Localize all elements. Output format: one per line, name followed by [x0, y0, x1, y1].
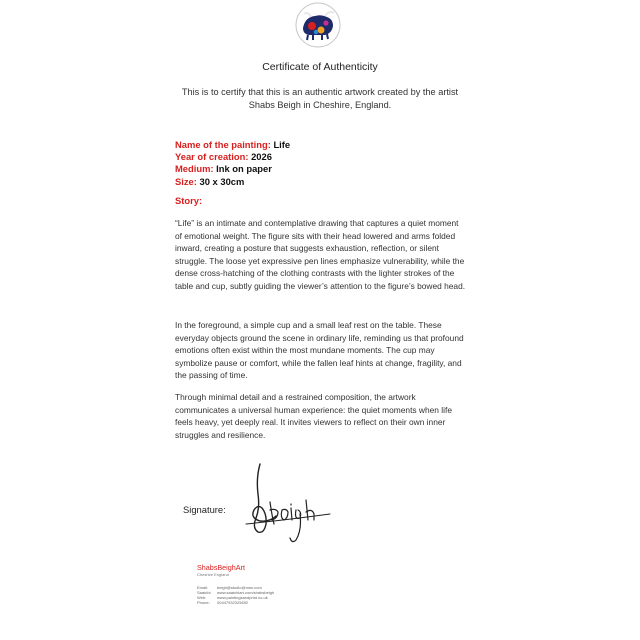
signature-image: [236, 458, 336, 550]
story-heading: Story:: [175, 195, 203, 206]
detail-row-size: [175, 176, 290, 188]
artwork-details: [175, 139, 290, 188]
contact-key: Email:: [197, 585, 209, 590]
story-paragraph: Through minimal detail and a restrained composition, the artwork communicates a universal human experience: the quiet moments when life feels heavy, yet deeply real. It invites viewers to reflect on their own inner struggles and resilience.: [175, 392, 452, 440]
contact-value[interactable]: www.paintingsandprint.co.uk: [217, 595, 268, 601]
footer-location: Cheshire England: [197, 572, 229, 577]
detail-value: 2026: [251, 151, 272, 163]
detail-row-medium: [175, 163, 290, 175]
detail-label: Size:: [175, 175, 197, 187]
intro-text: [0, 86, 640, 112]
contact-value[interactable]: beigh@studio@msn.com: [217, 585, 262, 590]
certificate-title: Certificate of Authenticity: [262, 61, 378, 73]
detail-value: 30 x 30cm: [199, 175, 245, 187]
intro-line-2: Shabs Beigh in Cheshire, England.: [248, 100, 392, 110]
footer-contacts: [197, 585, 274, 605]
intro-line-1: This is to certify that this is an authentic artwork created by the artist: [181, 87, 459, 97]
story-paragraph: “Life” is an intimate and contemplative drawing that captures a quiet moment of emotional weight. The figure sits with their head lowered and arms folded inward, creating a posture that suggests exhaustion, reflection, or silent struggle. The loose yet expressive pen lines emphasize vulnerability, while the dense cross-hatching of the clothing contrasts with the lighter strokes of the table and cup, subtly guiding the viewer’s attention to the figure’s bowed head.: [175, 218, 466, 291]
detail-label: Name of the painting:: [175, 139, 271, 150]
detail-row-year: [175, 151, 290, 163]
bull-logo-icon: [295, 2, 341, 48]
contact-row-phone: [197, 600, 274, 605]
contact-key: Web:: [197, 595, 207, 601]
footer-brand: ShabsBeighArt: [197, 563, 245, 572]
detail-value: Ink on paper: [216, 163, 272, 175]
contact-value: 00447932325692: [217, 600, 249, 606]
detail-value: Life: [273, 139, 291, 150]
signature-label: Signature:: [183, 504, 226, 515]
detail-label: Medium:: [175, 163, 214, 175]
contact-key: Saatchi:: [197, 590, 212, 596]
detail-label: Year of creation:: [175, 151, 249, 163]
contact-key: Phone:: [197, 600, 210, 606]
story-paragraph: In the foreground, a simple cup and a small leaf rest on the table. These everyday objects ground the scene in ordinary life, reminding us that profound emotions often exist within the most mundane moments. The cup may symbolize pause or comfort, while the fallen leaf hints at change, fragility, and the passing of time.: [175, 320, 464, 381]
contact-value[interactable]: www.saatchiart.com/shabsbeigh: [217, 590, 275, 596]
detail-row-name: [175, 139, 290, 151]
